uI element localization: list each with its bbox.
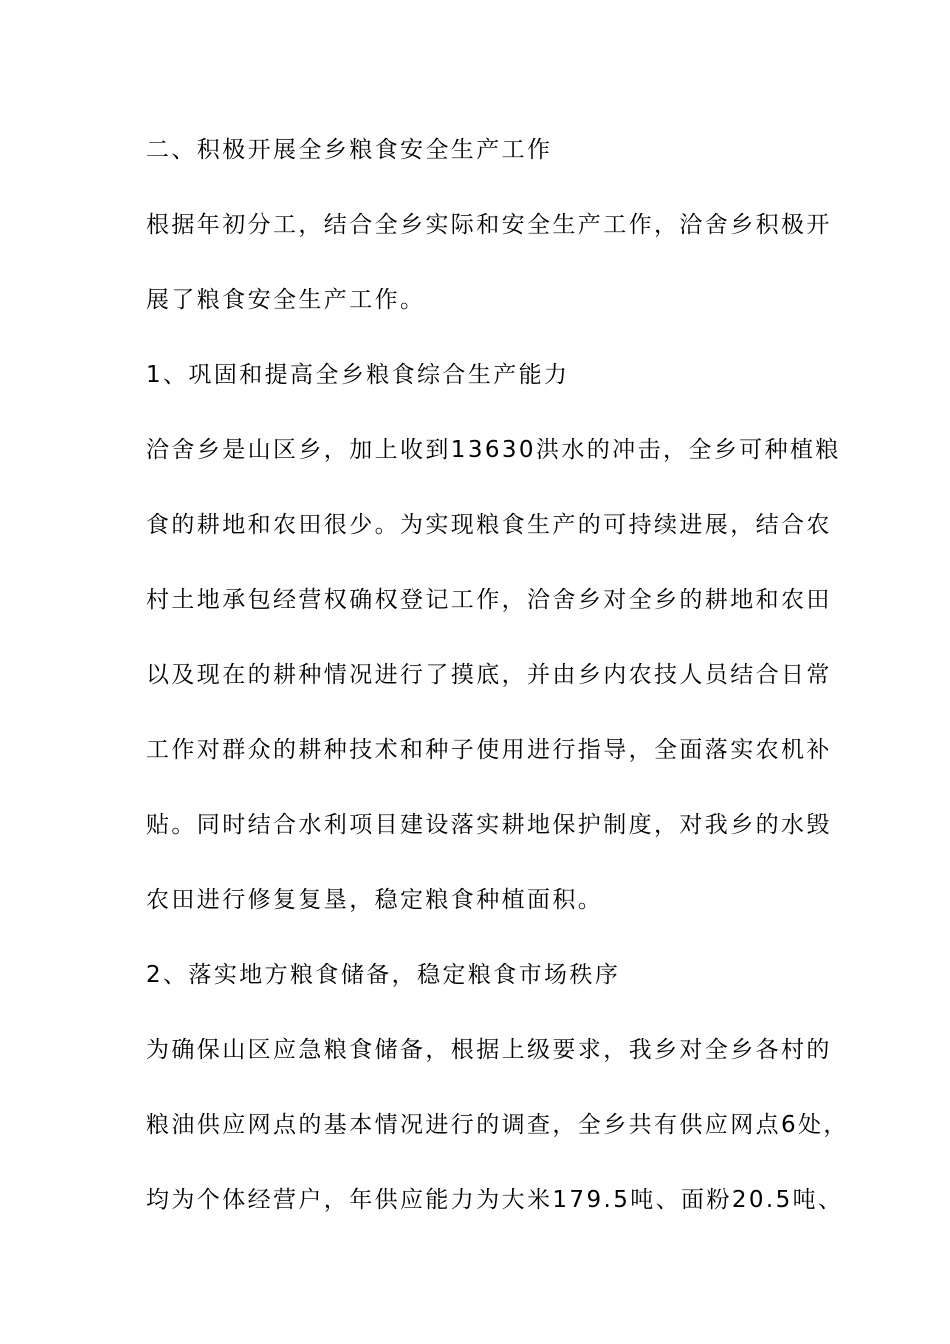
paragraph-line: 食的耕地和农田很少。为实现粮食生产的可持续进展，结合农 [146, 512, 832, 538]
paragraph-line: 均为个体经营户，年供应能力为大米179.5吨、面粉20.5吨、 [146, 1187, 844, 1213]
paragraph-line: 根据年初分工，结合全乡实际和安全生产工作，洽舍乡积极开 [146, 212, 832, 238]
paragraph-line: 为确保山区应急粮食储备，根据上级要求，我乡对全乡各村的 [146, 1037, 832, 1063]
paragraph-line: 工作对群众的耕种技术和种子使用进行指导，全面落实农机补 [146, 737, 832, 763]
paragraph-line: 以及现在的耕种情况进行了摸底，并由乡内农技人员结合日常 [146, 662, 832, 688]
paragraph-line: 贴。同时结合水利项目建设落实耕地保护制度，对我乡的水毁 [146, 812, 832, 838]
paragraph-line: 粮油供应网点的基本情况进行的调查，全乡共有供应网点6处， [146, 1112, 849, 1138]
paragraph-line: 洽舍乡是山区乡，加上收到13630洪水的冲击，全乡可种植粮 [146, 437, 841, 463]
paragraph-line: 展了粮食安全生产工作。 [146, 287, 426, 313]
paragraph-line: 农田进行修复复垦，稳定粮食种植面积。 [146, 887, 604, 913]
paragraph-line: 村土地承包经营权确权登记工作，洽舍乡对全乡的耕地和农田 [146, 587, 832, 613]
subsection-heading: 2、落实地方粮食储备，稳定粮食市场秩序 [146, 962, 621, 988]
subsection-heading: 1、巩固和提高全乡粮食综合生产能力 [146, 362, 570, 388]
section-heading: 二、积极开展全乡粮食安全生产工作 [146, 137, 553, 163]
